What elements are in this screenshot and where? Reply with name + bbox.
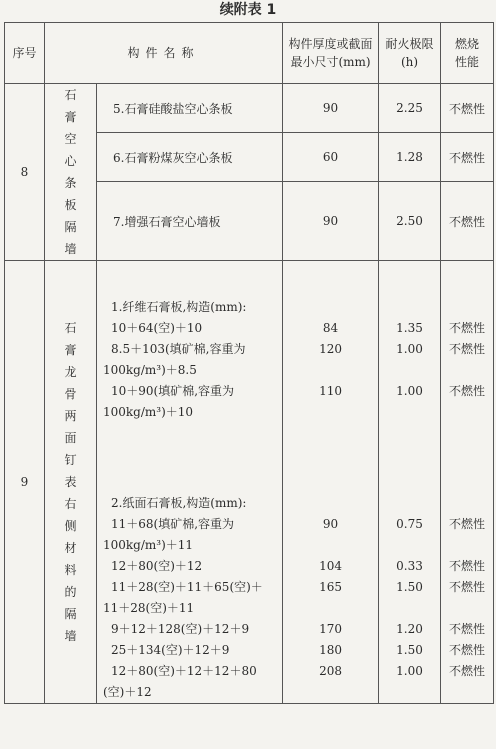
header-seq: 序号 bbox=[5, 23, 45, 84]
table-title: 续附表 1 bbox=[219, 2, 277, 18]
g9-blockA-burn-5 bbox=[441, 402, 493, 423]
g9-blockB-fire-1: 0.75 bbox=[396, 517, 423, 531]
g9-blockB-fire-8: 1.00 bbox=[396, 664, 423, 678]
g9-blockA-fire-4: 1.00 bbox=[396, 384, 423, 398]
g9-blockA-name-0: 1.纤维石膏板,构造(mm): bbox=[111, 300, 247, 314]
g9-blockB-fire-7: 1.50 bbox=[396, 643, 423, 657]
table-row bbox=[5, 84, 494, 133]
g9-blockA-fire-5 bbox=[379, 402, 440, 423]
group9-category bbox=[45, 261, 97, 704]
g9-blockA-thickness-3 bbox=[283, 360, 378, 381]
g8-r2-burn: 不燃性 bbox=[441, 182, 494, 261]
group9-seq: 9 bbox=[5, 261, 45, 704]
g9-blockB-thickness-8: 208 bbox=[319, 664, 342, 678]
g9-blockB-fire-3: 0.33 bbox=[396, 559, 423, 573]
g9-blockA-name-1: 10＋64(空)＋10 bbox=[111, 321, 203, 335]
header-row bbox=[5, 23, 494, 84]
g8-r1-thickness: 60 bbox=[283, 133, 379, 182]
g9-blockB-burn-7: 不燃性 bbox=[449, 643, 486, 657]
g9-blockA-burn-0 bbox=[441, 297, 493, 318]
g9-blockB-thickness-4: 165 bbox=[319, 580, 342, 594]
header-fire-line2: (h) bbox=[400, 55, 419, 69]
g9-blockA-burn-1: 不燃性 bbox=[449, 321, 486, 335]
header-burn-line1: 燃烧 bbox=[455, 37, 480, 51]
g9-blockB-burn-1: 不燃性 bbox=[449, 517, 486, 531]
g9-blockB-name-4: 11＋28(空)＋11＋65(空)＋ bbox=[111, 580, 263, 594]
g9-blockB-name-2: 100kg/m³)＋11 bbox=[103, 538, 194, 552]
group9-names bbox=[97, 261, 283, 704]
g9-blockB-burn-9 bbox=[441, 682, 493, 703]
g8-r1-burn: 不燃性 bbox=[441, 133, 494, 182]
g8-r2-fire: 2.50 bbox=[379, 182, 441, 261]
g9-blockB-name-8: 12＋80(空)＋12＋12＋80 bbox=[111, 664, 257, 678]
spacer bbox=[379, 261, 440, 297]
g9-blockB-burn-0 bbox=[441, 493, 493, 514]
g9-blockB-name-6: 9＋12＋128(空)＋12＋9 bbox=[111, 622, 250, 636]
group8-category bbox=[45, 84, 97, 261]
g8-r1-fire: 1.28 bbox=[379, 133, 441, 182]
g9-blockB-thickness-9 bbox=[283, 682, 378, 703]
g9-blockB-thickness-5 bbox=[283, 598, 378, 619]
g9-blockB-fire-5 bbox=[379, 598, 440, 619]
g9-blockB-name-7: 25＋134(空)＋12＋9 bbox=[111, 643, 230, 657]
g9-blockB-thickness-2 bbox=[283, 535, 378, 556]
g9-blockB-thickness-0 bbox=[283, 493, 378, 514]
g9-blockB-name-9: (空)＋12 bbox=[103, 685, 152, 699]
table-row bbox=[5, 261, 494, 704]
g8-r0-name: 5.石膏硅酸盐空心条板 bbox=[97, 84, 283, 133]
g9-blockB-thickness-1: 90 bbox=[322, 517, 339, 531]
g9-blockB-thickness-3: 104 bbox=[319, 559, 342, 573]
g8-r2-name: 7.增强石膏空心墙板 bbox=[97, 182, 283, 261]
g9-blockB-name-5: 11＋28(空)＋11 bbox=[103, 601, 195, 615]
spacer bbox=[441, 423, 493, 493]
g9-blockB-burn-3: 不燃性 bbox=[449, 559, 486, 573]
group8-seq: 8 bbox=[5, 84, 45, 261]
g9-blockB-fire-4: 1.50 bbox=[396, 580, 423, 594]
g9-blockA-thickness-4: 110 bbox=[319, 384, 342, 398]
g9-blockB-fire-2 bbox=[379, 535, 440, 556]
g9-blockA-fire-3 bbox=[379, 360, 440, 381]
spacer bbox=[97, 423, 282, 493]
group8-category-text: 石膏空心条板隔墙 bbox=[64, 88, 77, 256]
g9-blockB-burn-6: 不燃性 bbox=[449, 622, 486, 636]
g8-r0-burn: 不燃性 bbox=[441, 84, 494, 133]
g8-r2-thickness: 90 bbox=[283, 182, 379, 261]
g9-blockB-name-0: 2.纸面石膏板,构造(mm): bbox=[111, 496, 247, 510]
g9-blockB-thickness-7: 180 bbox=[319, 643, 342, 657]
g9-blockB-fire-9 bbox=[379, 682, 440, 703]
group9-fire-stack bbox=[379, 261, 440, 703]
spacer bbox=[283, 423, 378, 493]
group9-fire bbox=[379, 261, 441, 704]
spacer bbox=[379, 423, 440, 493]
g9-blockA-fire-1: 1.35 bbox=[396, 321, 423, 335]
g9-blockA-thickness-5 bbox=[283, 402, 378, 423]
header-thickness bbox=[283, 23, 379, 84]
g9-blockA-thickness-0 bbox=[283, 297, 378, 318]
g9-blockB-burn-4: 不燃性 bbox=[449, 580, 486, 594]
g9-blockA-burn-2: 不燃性 bbox=[449, 342, 486, 356]
g8-r0-fire: 2.25 bbox=[379, 84, 441, 133]
g9-blockA-burn-4: 不燃性 bbox=[449, 384, 486, 398]
spacer bbox=[97, 261, 282, 297]
g9-blockB-burn-5 bbox=[441, 598, 493, 619]
g8-r0-thickness: 90 bbox=[283, 84, 379, 133]
header-fire bbox=[379, 23, 441, 84]
group9-name-stack bbox=[97, 261, 282, 703]
g8-r1-name: 6.石膏粉煤灰空心条板 bbox=[97, 133, 283, 182]
g9-blockB-name-1: 11＋68(填矿棉,容重为 bbox=[111, 517, 235, 531]
g9-blockB-fire-6: 1.20 bbox=[396, 622, 423, 636]
group9-thickness bbox=[283, 261, 379, 704]
g9-blockA-burn-3 bbox=[441, 360, 493, 381]
group9-category-text: 石膏龙骨两面钉表右侧材料的隔墙 bbox=[64, 321, 77, 643]
g9-blockB-burn-8: 不燃性 bbox=[449, 664, 486, 678]
header-thickness-line1: 构件厚度或截面 bbox=[288, 37, 373, 51]
group9-burn-stack bbox=[441, 261, 493, 703]
header-thickness-line2: 最小尺寸(mm) bbox=[290, 55, 371, 69]
spacer bbox=[441, 261, 493, 297]
g9-blockA-thickness-2: 120 bbox=[319, 342, 342, 356]
g9-blockA-name-2: 8.5＋103(填矿棉,容重为 bbox=[111, 342, 246, 356]
g9-blockA-fire-0 bbox=[379, 297, 440, 318]
g9-blockB-fire-0 bbox=[379, 493, 440, 514]
group9-burn bbox=[441, 261, 494, 704]
fire-resistance-table bbox=[4, 22, 494, 704]
g9-blockA-fire-2: 1.00 bbox=[396, 342, 423, 356]
header-fire-line1: 耐火极限 bbox=[385, 37, 434, 51]
g9-blockB-thickness-6: 170 bbox=[319, 622, 342, 636]
g9-blockA-name-5: 100kg/m³)＋10 bbox=[103, 405, 194, 419]
g9-blockA-thickness-1: 84 bbox=[322, 321, 339, 335]
header-burn-line2: 性能 bbox=[455, 55, 480, 69]
spacer bbox=[283, 261, 378, 297]
group9-thickness-stack bbox=[283, 261, 378, 703]
g9-blockB-name-3: 12＋80(空)＋12 bbox=[111, 559, 203, 573]
header-burn bbox=[441, 23, 494, 84]
g9-blockA-name-3: 100kg/m³)＋8.5 bbox=[103, 363, 197, 377]
header-name: 构件名称 bbox=[45, 23, 283, 84]
g9-blockA-name-4: 10＋90(填矿棉,容重为 bbox=[111, 384, 235, 398]
g9-blockB-burn-2 bbox=[441, 535, 493, 556]
